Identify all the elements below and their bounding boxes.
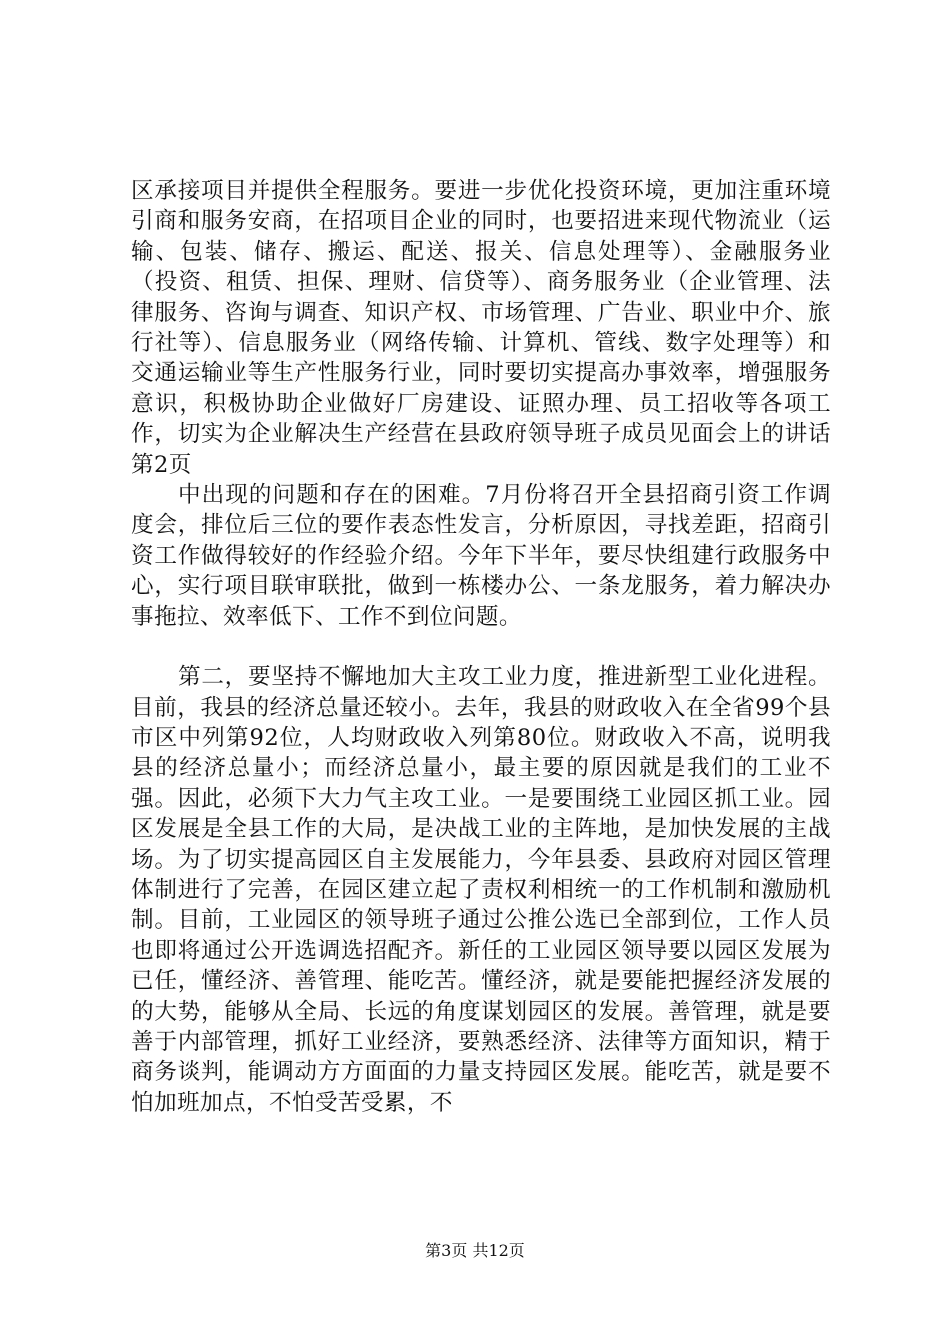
page-footer [0,1241,950,1261]
page-number-label: 第3页 共12页 [425,1241,525,1260]
document-body [131,176,831,1118]
paragraph-2: 中出现的问题和存在的困难。7月份将召开全县招商引资工作调度会，排位后三位的要作表态性发言，分析原因，寻找差距，招商引资工作做得较好的作经验介绍。今年下半年，要尽快组建行政服务中心，实行项目联审联批，做到一栋楼办公、一条龙服务，着力解决办事拖拉、效率低下、工作不到位问题。 [131,482,831,630]
paragraph-1: 区承接项目并提供全程服务。要进一步优化投资环境，更加注重环境引商和服务安商，在招项目企业的同时，也要招进来现代物流业（运输、包装、储存、搬运、配送、报关、信息处理等）、金融服务业（投资、租赁、担保、理财、信贷等）、商务服务业（企业管理、法律服务、咨询与调查、知识产权、市场管理、广告业、职业中介、旅行社等）、信息服务业（网络传输、计算机、管线、数字处理等）和交通运输业等生产性服务行业，同时要切实提高办事效率，增强服务意识，积极协助企业做好厂房建设、证照办理、员工招收等各项工作，切实为企业解决生产经营在县政府领导班子成员见面会上的讲话第2页 [131,178,831,478]
paragraph-spacer [131,632,831,662]
paragraph-3: 第二，要坚持不懈地加大主攻工业力度，推进新型工业化进程。目前，我县的经济总量还较小。去年，我县的财政收入在全省99个县市区中列第92位，人均财政收入列第80位。财政收入不高，说明我县的经济总量小；而经济总量小，最主要的原因就是我们的工业不强。因此，必须下大力气主攻工业。一是要围绕工业园区抓工业。园区发展是全县工作的大局，是决战工业的主阵地，是加快发展的主战场。为了切实提高园区自主发展能力，今年县委、县政府对园区管理体制进行了完善，在园区建立起了责权利相统一的工作机制和激励机制。目前，工业园区的领导班子通过公推公选已全部到位，工作人员也即将通过公开选调选招配齐。新任的工业园区领导要以园区发展为已任，懂经济、善管理、能吃苦。懂经济，就是要能把握经济发展的的大势，能够从全局、长远的角度谋划园区的发展。善管理，就是要善于内部管理，抓好工业经济，要熟悉经济、法律等方面知识，精于商务谈判，能调动方方面面的力量支持园区发展。能吃苦，就是要不怕加班加点，不怕受苦受累，不 [131,664,831,1116]
